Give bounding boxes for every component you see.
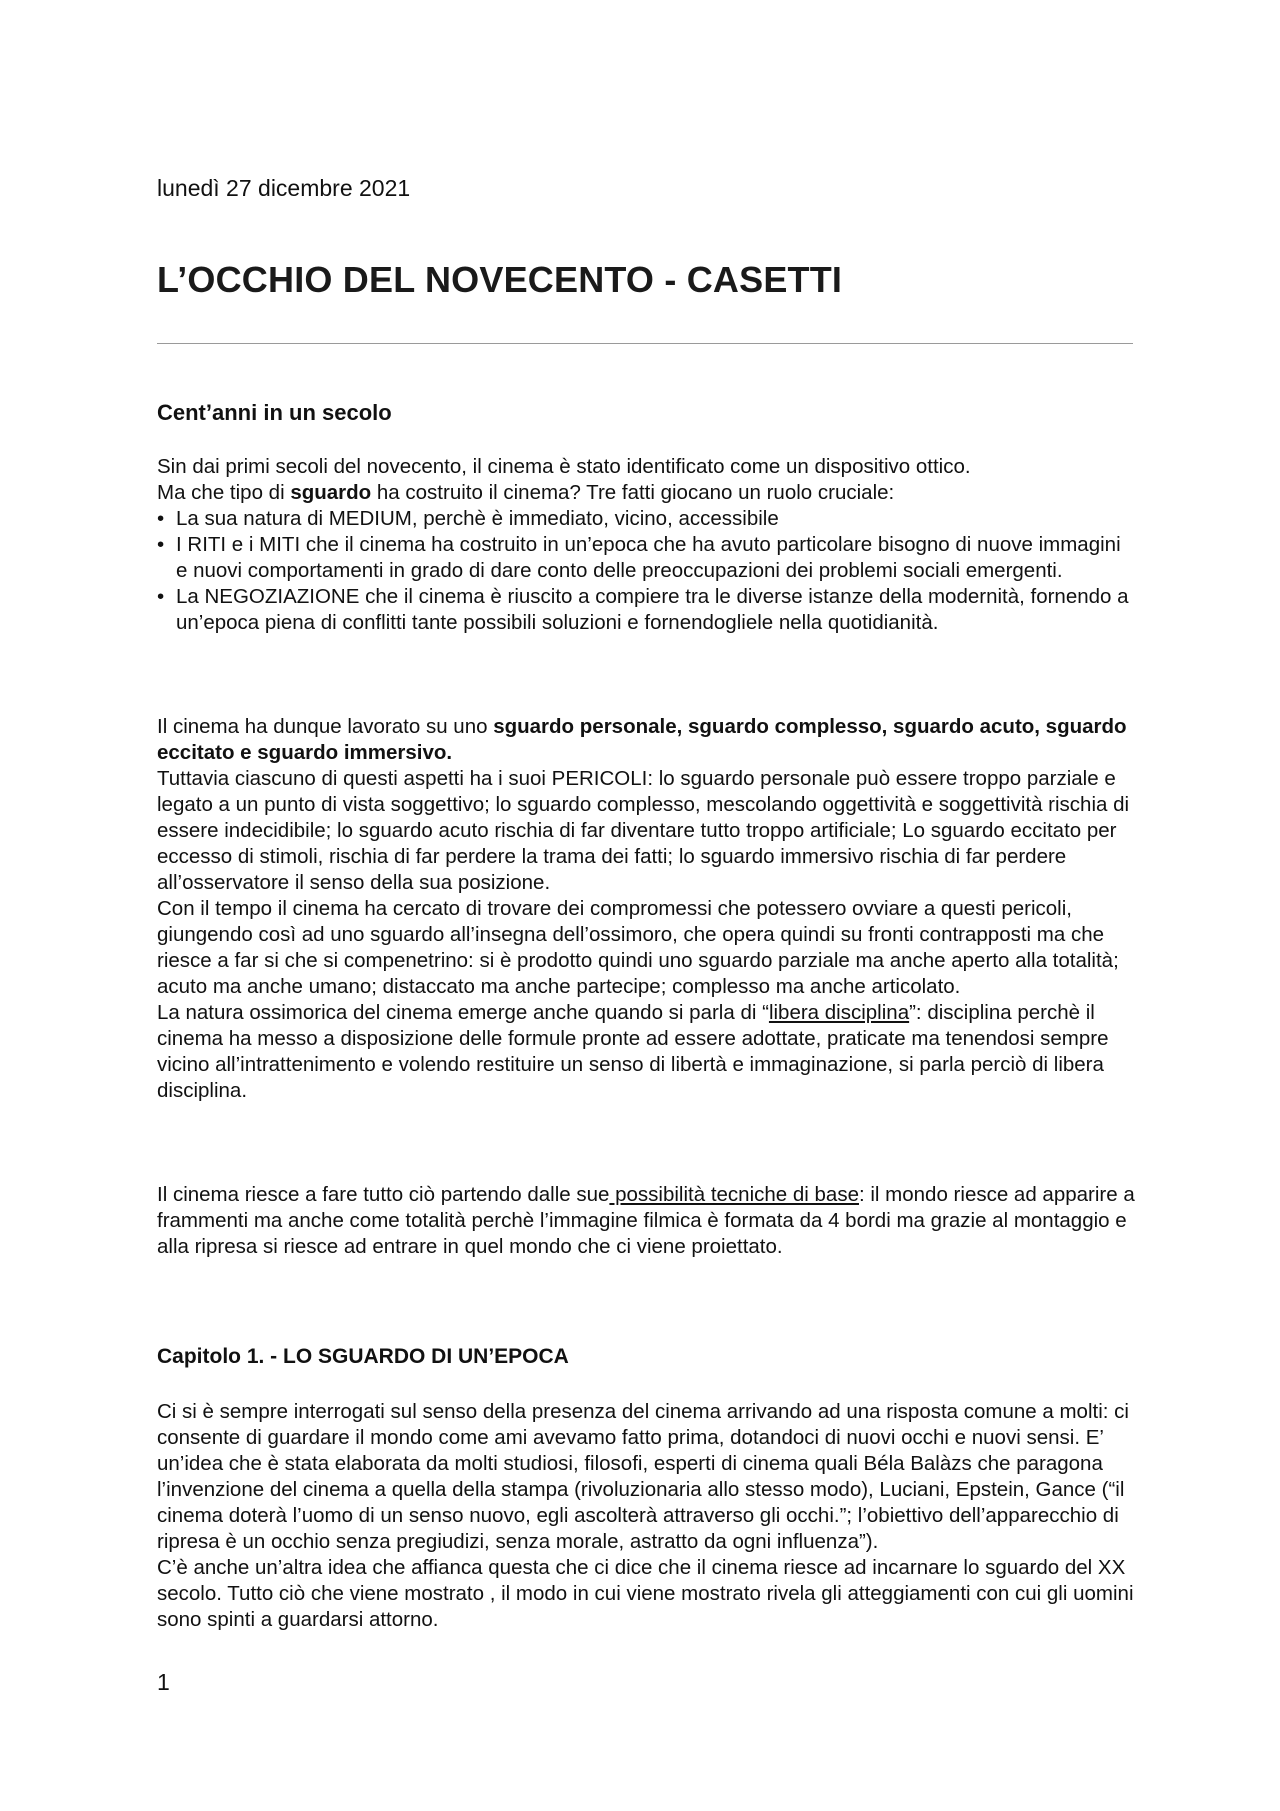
document-title: L’OCCHIO DEL NOVECENTO - CASETTI [157,259,843,300]
document-date: lunedì 27 dicembre 2021 [157,175,411,201]
bullet-icon: • [157,507,165,530]
possibilita-tecniche-underline: possibilità tecniche di base [609,1183,859,1206]
bullet-list [157,506,1137,636]
list-item: • La sua natura di MEDIUM, perchè è immediato, vicino, accessibile [157,507,779,530]
section1-closing [157,1182,1137,1260]
intro-paragraph: Sin dai primi secoli del novecento, il cinema è stato identificato come un dispositivo ottico. Ma che tipo di sguardo ha costruito il cinema? Tre fatti giocano un ruolo cruciale: [157,455,971,504]
list-item: • La NEGOZIAZIONE che il cinema è riuscito a compiere tra le diverse istanze della modernità, fornendo a un’epoca piena di conflitti tante possibili soluzioni e fornendogliele nella quotidianità. [157,585,1129,634]
section2-body [157,1399,1137,1633]
intro-line-1: Sin dai primi secoli del novecento, il cinema è stato identificato come un dispositivo ottico. [157,455,971,478]
section1-body-continued [157,714,1137,1104]
paragraph-senso-cinema: Ci si è sempre interrogati sul senso della presenza del cinema arrivando ad una risposta comune a molti: ci consente di guardare il mondo come ami avevamo fatto prima, dotandoci di nuovi occhi e nuovi sensi. E’ un’idea che è stata elaborata da molti studiosi, filosofi, esperti di cinema quali Béla Balàzs che paragona l’invenzione del cinema a quella della stampa (rivoluzionaria allo stesso modo), Luciani, Epstein, Gance (“il cinema doterà l’uomo di un senso nuovo, egli ascolterà attraverso gli occhi.”; l’obiettivo dell’apparecchio di ripresa è un occhio senza pregiudizi, senza morale, astratto da ogni influenza”). [157,1400,1129,1553]
section1-body [157,454,1137,636]
paragraph-possibilita-tecniche: Il cinema riesce a fare tutto ciò partendo dalle sue possibilità tecniche di base: il mondo riesce ad apparire a frammenti ma anche come totalità perchè l’immagine filmica è formata da 4 bordi ma grazie al montaggio e alla ripresa si riesce ad entrare in quel mondo che ci viene proiettato. [157,1183,1135,1258]
paragraph-pericoli: Tuttavia ciascuno di questi aspetti ha i suoi PERICOLI: lo sguardo personale può essere troppo parziale e legato a un punto di vista soggettivo; lo sguardo complesso, mescolando oggettività e soggettività rischia di essere indecidibile; lo sguardo acuto rischia di far diventare tutto troppo artificiale; Lo sguardo eccitato per eccesso di stimoli, rischia di far perdere la trama dei fatti; lo sguardo immersivo rischia di far perdere all’osservatore il senso della sua posizione. [157,767,1130,894]
bullet-icon: • [157,585,165,608]
section-heading-capitolo-1: Capitolo 1. - LO SGUARDO DI UN’EPOCA [157,1345,569,1368]
paragraph-libera-disciplina: La natura ossimorica del cinema emerge anche quando si parla di “libera disciplina”: disciplina perchè il cinema ha messo a disposizione delle formule pronte ad essere adottate, praticate ma tenendosi sempre vicino all’intrattenimento e volendo restituire un senso di libertà e immaginazione, si parla perciò di libera disciplina. [157,1001,1109,1102]
libera-disciplina-underline: libera disciplina [768,1001,910,1024]
page-number: 1 [157,1669,170,1695]
sguardo-emphasis: sguardo [290,481,372,504]
title-divider [157,343,1133,344]
sguardi-emphasis: sguardo personale, sguardo complesso, sguardo acuto, sguardo eccitato e sguardo immersivo. [157,715,1127,764]
bullet-icon: • [157,533,165,556]
paragraph-sguardo-xx-secolo: C’è anche un’altra idea che affianca questa che ci dice che il cinema riesce ad incarnare lo sguardo del XX secolo. Tutto ciò che viene mostrato , il modo in cui viene mostrato rivela gli atteggiamenti con cui gli uomini sono spinti a guardarsi attorno. [157,1556,1134,1631]
paragraph-sguardi: Il cinema ha dunque lavorato su uno sguardo personale, sguardo complesso, sguardo acuto, sguardo eccitato e sguardo immersivo. [157,715,1127,764]
list-item: • I RITI e i MITI che il cinema ha costruito in un’epoca che ha avuto particolare bisogno di nuove immagini e nuovi comportamenti in grado di dare conto delle preoccupazioni dei problemi sociali emergenti. [157,533,1121,582]
paragraph-compromessi: Con il tempo il cinema ha cercato di trovare dei compromessi che potessero ovviare a questi pericoli, giungendo così ad uno sguardo all’insegna dell’ossimoro, che opera quindi su fronti contrapposti ma che riesce a far si che si compenetrino: si è prodotto quindi uno sguardo parziale ma anche aperto alla totalità; acuto ma anche umano; distaccato ma anche partecipe; complesso ma anche articolato. [157,897,1119,998]
section-heading-centanni: Cent’anni in un secolo [157,400,392,425]
